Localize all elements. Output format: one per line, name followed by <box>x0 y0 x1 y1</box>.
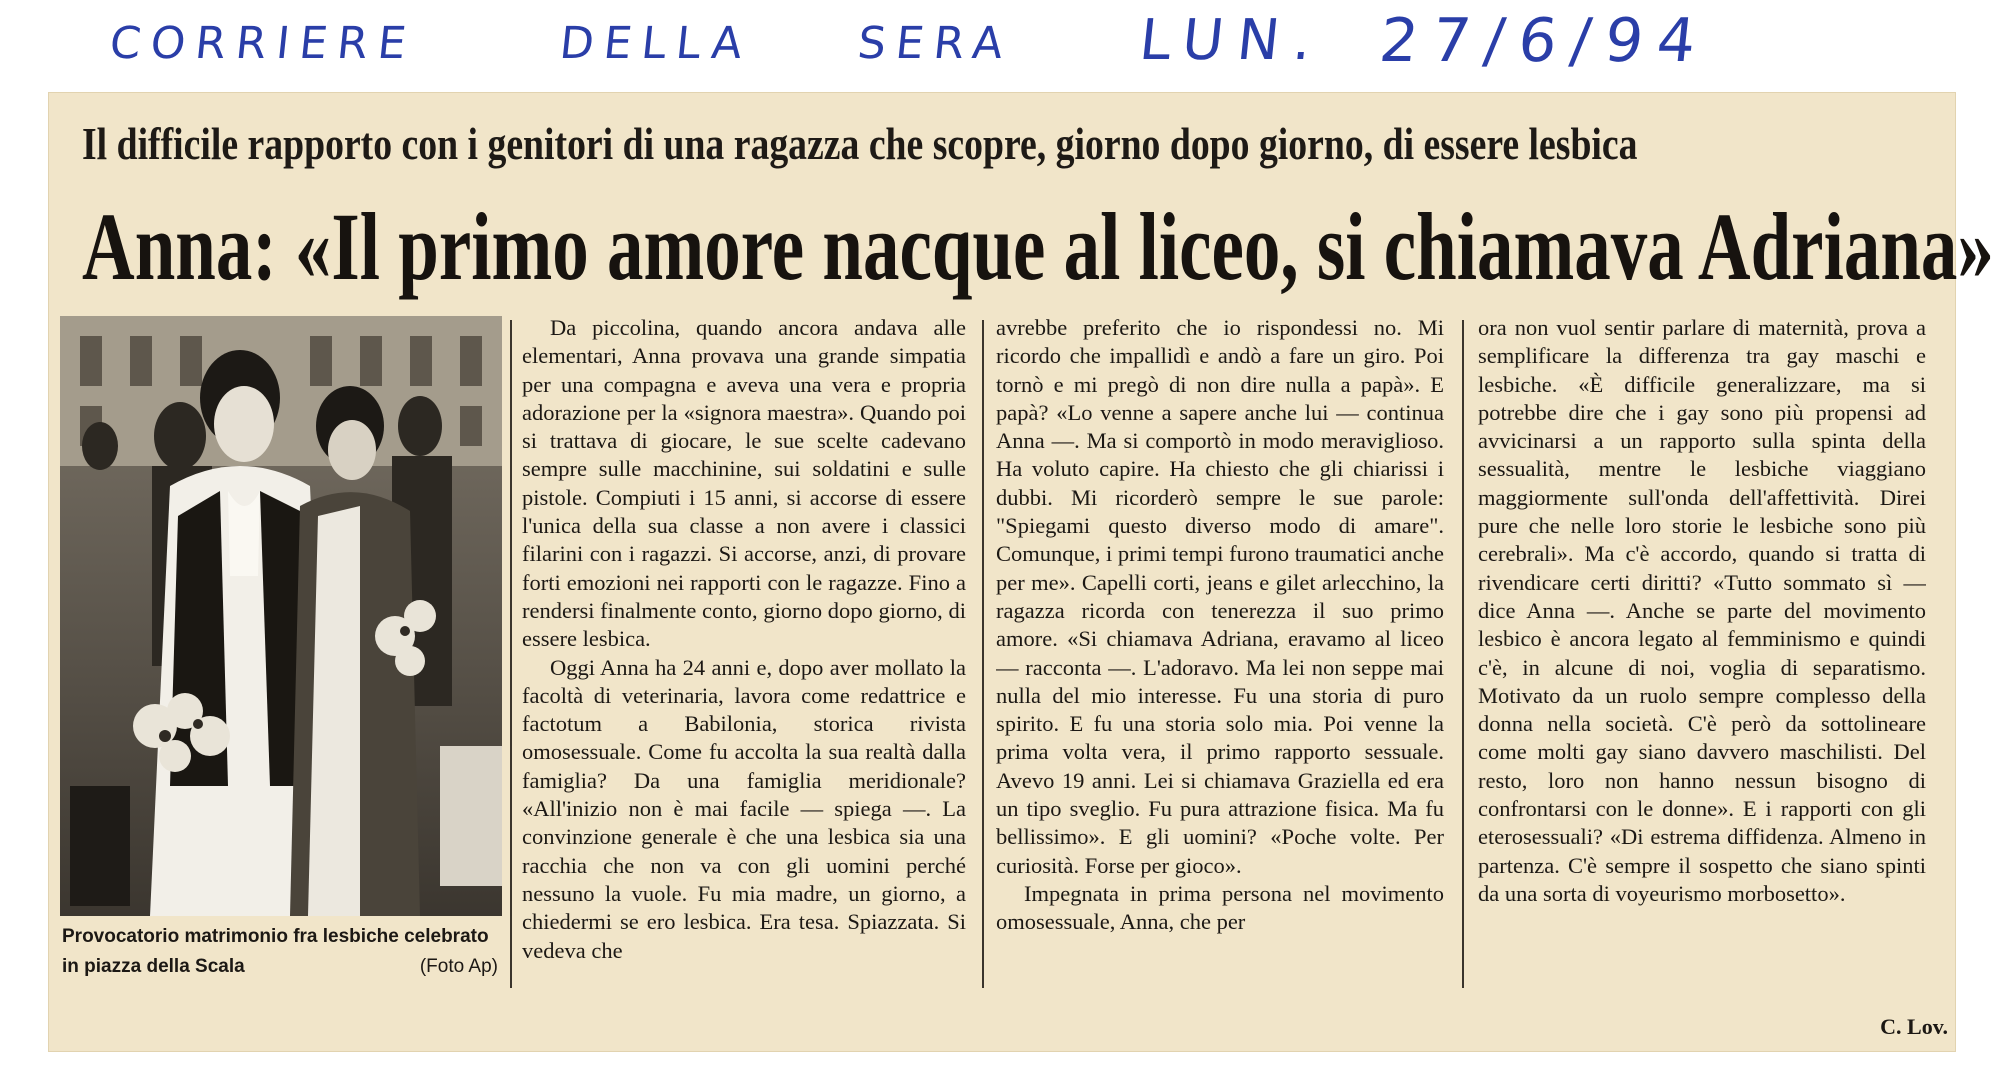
photo-caption <box>62 922 504 984</box>
handwritten-word-sera: SERA <box>855 18 1016 69</box>
photo-illustration <box>60 316 502 916</box>
handwritten-word-della: DELLA <box>557 18 755 69</box>
paragraph: Oggi Anna ha 24 anni e, dopo aver mollato la facoltà di veterinaria, lavora come redattrice e factotum a Babilonia, storica rivista omosessuale. Come fu accolta la sua realtà dalla famiglia? Da una famiglia meridionale? «All'inizio non è mai facile — spiega —. La convinzione generale è che una lesbica sia una racchia che non va con gli uomini perché nessuno la vuole. Fu mia madre, un giorno, a chiedermi se ero lesbica. Era tesa. Spiazzata. Si vedeva che <box>522 654 966 963</box>
column-divider <box>982 320 984 988</box>
paragraph: Impegnata in prima persona nel movimento omosessuale, Anna, che per <box>996 880 1444 935</box>
article-column-3 <box>1478 314 1926 1034</box>
article-column-2 <box>996 314 1444 1034</box>
paragraph: Da piccolina, quando ancora andava alle elementari, Anna provava una grande simpatia per una compagna e aveva una vera e propria adorazione per la «signora maestra». Quando poi si trattava di giocare, le sue scelte cadevano sempre sulle macchinine, sui soldatini e sulle pistole. Compiuti i 15 anni, si accorse di essere l'unica della sua classe a non avere i classici filarini con i ragazzi. Si accorse, anzi, di provare forti emozioni nei rapporti con le ragazze. Fino a rendersi finalmente conto, giorno dopo giorno, di essere lesbica. <box>522 315 966 652</box>
article-kicker: Il difficile rapporto con i genitori di una ragazza che scopre, giorno dopo giorno, di essere lesbica <box>82 118 1638 169</box>
article-headline: Anna: «Il primo amore nacque al liceo, si chiamava Adriana» <box>82 193 1994 300</box>
handwritten-annotation <box>0 0 2000 90</box>
handwritten-date: 27/6/94 <box>1376 6 1713 76</box>
column-divider <box>510 320 512 988</box>
article-photo <box>60 316 502 916</box>
author-signature: C. Lov. <box>1880 1014 1948 1039</box>
newspaper-clipping <box>48 92 1994 1052</box>
column-divider <box>1462 320 1464 988</box>
photo-credit: (Foto Ap) <box>419 956 498 977</box>
photo-caption-text: Provocatorio matrimonio fra lesbiche celebrato in piazza della Scala <box>62 926 489 977</box>
paragraph: avrebbe preferito che io rispondessi no. Mi ricordo che impallidì e andò a fare un giro. Poi tornò e mi pregò di non dire nulla a papà». E papà? «Lo venne a sapere anche lui — continua Anna —. Ma si comportò in modo meraviglioso. Ha voluto capire. Ha chiesto che gli chiarissi i dubbi. Mi ricorderò sempre le sue parole: "Spiegami questo diverso modo di amare". Comunque, i primi tempi furono traumatici anche per me». Capelli corti, jeans e gilet arlecchino, la ragazza ricorda con tenerezza il suo primo amore. «Si chiamava Adriana, eravamo al liceo — racconta —. L'adoravo. Ma lei non seppe mai nulla del mio interesse. Fu una storia di puro spirito. E fu una storia solo mia. Poi venne la prima volta vera, il primo rapporto sessuale. Avevo 19 anni. Lei si chiamava Graziella ed era un tipo sveglio. Fu pura attrazione fisica. Ma fu bellissimo». E gli uomini? «Poche volte. Per curiosità. Forse per gioco». <box>996 315 1444 878</box>
paragraph: ora non vuol sentir parlare di maternità, prova a semplificare la differenza tra gay maschi e lesbiche. «È difficile generalizzare, ma si potrebbe dire che i gay sono più propensi ad avvicinarsi a un rapporto sulla spinta della sessualità, mentre le lesbiche viaggiano maggiormente sull'onda dell'affettività. Direi pure che nelle loro storie le lesbiche sono più cerebrali». Ma c'è accordo, quando si tratta di rivendicare certi diritti? «Tutto sommato sì — dice Anna —. Anche se parte del movimento lesbico è ancora legato al femminismo e quindi c'è, in alcune di noi, voglia di separatismo. Motivato da un ruolo sempre complesso della donna nella società. C'è però da sottolineare come molti gay siano davvero maschilisti. Del resto, loro non hanno nessun bisogno di confrontarsi con le donne». E i rapporti con gli eterosessuali? «Di estrema diffidenza. Almeno in partenza. C'è sempre il sospetto che siano spinti da una sorta di voyeurismo morbosetto». <box>1478 315 1926 906</box>
handwritten-day: LUN. <box>1136 8 1329 73</box>
handwritten-word-corriere: CORRIERE <box>107 18 419 69</box>
article-column-1 <box>522 314 966 1034</box>
